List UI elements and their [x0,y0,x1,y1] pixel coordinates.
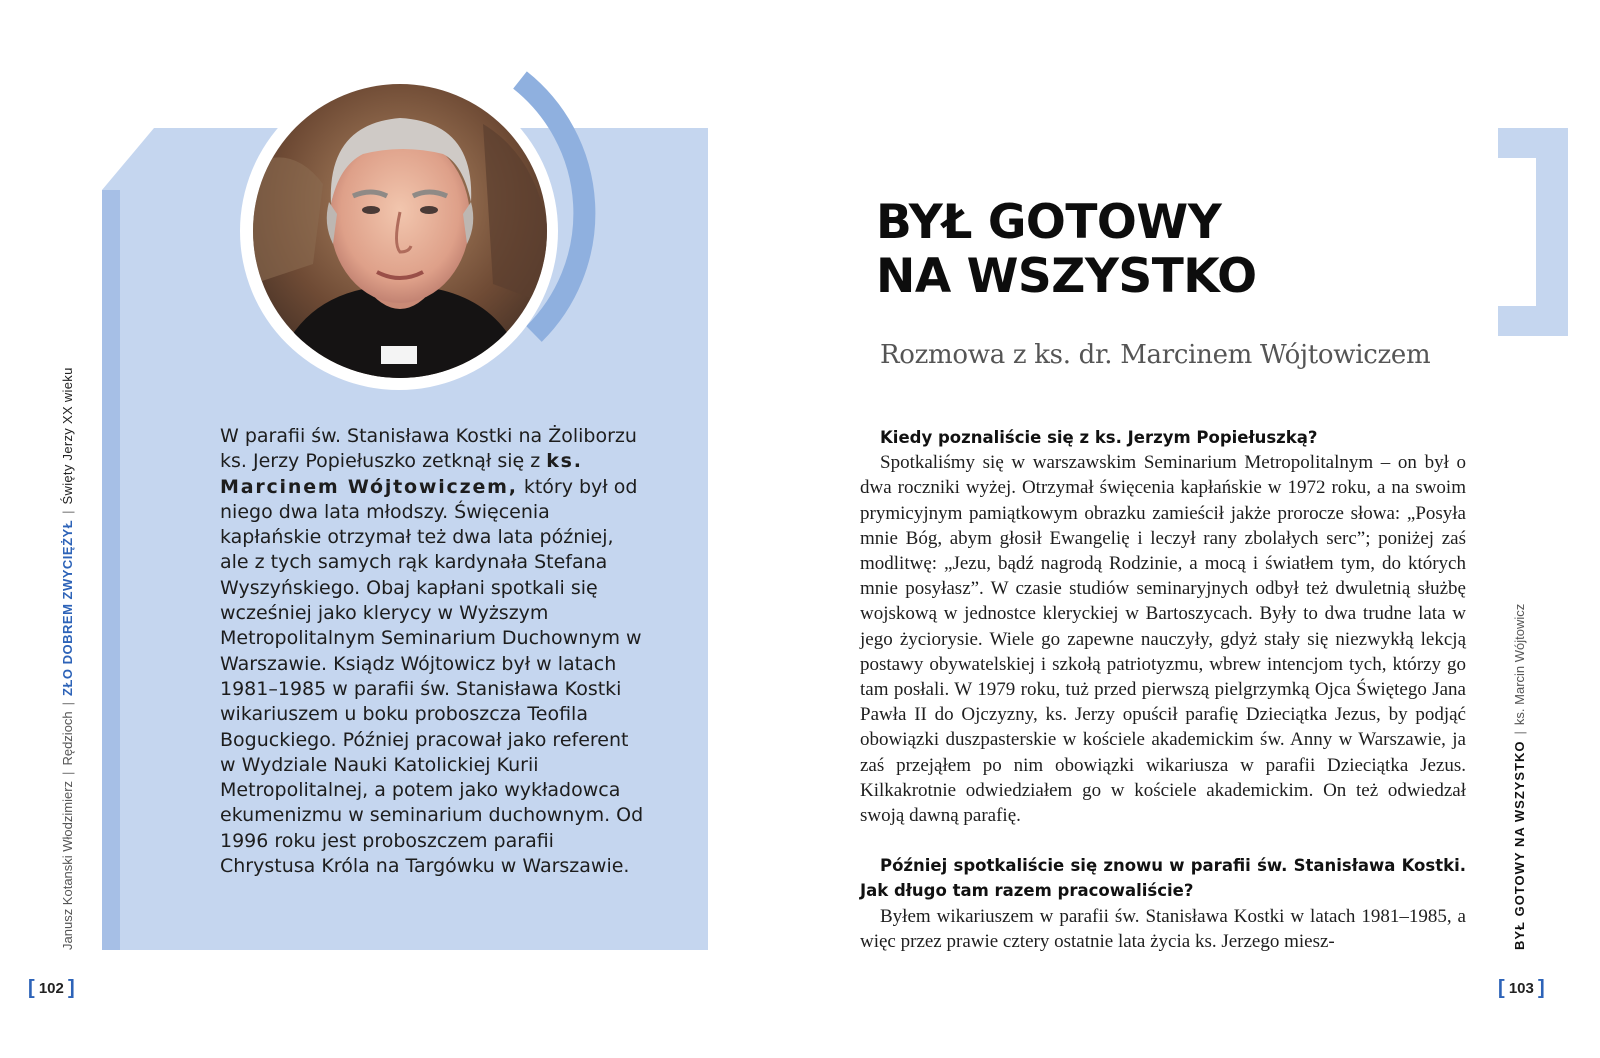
page-number-left [28,976,75,999]
running-header-author2: Rędzioch [60,711,75,766]
decorative-bracket [1498,128,1568,336]
answer-1: Spotkaliśmy się w warszawskim Seminarium Metropolitalnym – on był o dwa roczniki wyżej. Otrzymał święcenia kapłańskie w 1972 roku, a na swoim prymicyjnym pamiątkowym obrazku zamieścił jakże proroczе słowa: „Posyła mnie Bóg, abym głosił Ewangelię i leczył rany zbolałych serc”; poniżej zaś modlitwę: „Jezu, bądź nagrodą Rodzinie, a mocą i światłem tym, do których mnie posyłasz”. W czasie studiów seminaryjnych odbył też dwuletnią służbę wojskową w jednostce kleryckiej w Bartoszycach. Były to dwa trudne lata w jego życiorysie. Wiele go zapewne nauczyły, gdyż stały się niezwykłą lekcją postawy obywatelskiej i szkołą patriotyzmu, wbrew intencjom tych, którzy go tam posłali. W 1979 roku, tuż przed pierwszą pielgrzymką Ojca Świętego Jana Pawła II do Ojczyzny, ks. Jerzy opuścił parafię Dzieciątka Jezus, by podjąć obowiązki duszpasterskie w kościele akademickim św. Anny w Warszawie, ja zaś przejąłem po nim obowiązki wikariusza w parafii Dzieciątka Jezus. Kilkakrotnie odwiedziałem go w kościele akademickim. On też odwiedzał swoją dawną parafię. [860,452,1466,827]
page-number-right-value: 103 [1508,980,1534,997]
article-headline [876,196,1436,304]
intro-text-before: W parafii św. Stanisława Kostki na Żoliborzu ks. Jerzy Popiełuszko zetknął się z [220,425,637,473]
running-header-sep-2: | [60,701,75,706]
running-header-right [1512,604,1527,950]
priest-portrait [253,84,547,378]
page-number-right [1498,976,1545,999]
running-header-right-title: BYŁ GOTOWY NA WSZYSTKO [1512,740,1527,950]
running-header-right-person: ks. Marcin Wójtowicz [1512,603,1527,726]
running-header-sep-1: | [60,771,75,775]
running-header-right-sep: | [1512,731,1527,735]
page-number-bracket-open: [ [28,977,35,999]
headline-line-2: NA WSZYSTKO [876,249,1257,304]
portrait-illustration [253,84,547,378]
intro-text-after: który był od niego dwa lata młodszy. Święcenia kapłańskie otrzymał też dwa lata później, ale z tych samych rąk kardynała Stefana Wyszyńskiego. Obaj kapłani spotkali się wcześniej jako klerycy w Wyższym Metropolitalnym Seminarium Duchownym w Warszawie. Ksiądz Wójtowicz był w latach 1981–1985 w parafii św. Stanisława Kostki wikariuszem u boku proboszcza Teofila Boguckiego. Później pracował jako referent w Wydziale Nauki Katolickiej Kurii Metropolitalnej, a potem jako wykładowca ekumenizmu w seminarium duchownym. Od 1996 roku jest proboszczem parafii Chrystusa Króla na Targówku w Warszawie. [220,475,644,878]
answer-2: Byłem wikariuszem w parafii św. Stanisława Kostki w latach 1981–1985, a więc przez prawie cztery ostatnie lata życia ks. Jerzego miesz- [860,905,1466,952]
left-panel-edge [102,190,120,950]
headline-line-1: BYŁ GOTOWY [876,195,1222,250]
page-number-right-bracket-open: [ [1498,977,1505,999]
running-header-sep-3: | [60,510,75,514]
running-header-section: ZŁO DOBREM ZWYCIĘŻYŁ [60,519,75,696]
page-number-bracket-close: ] [68,977,75,999]
page-number-left-value: 102 [38,980,64,997]
intro-paragraph [200,424,646,879]
running-header-authors: Janusz Kotanski Włodzimierz [60,780,75,950]
question-1: Kiedy poznaliście się z ks. Jerzym Popiełuszką? [880,428,1318,447]
article-body [860,425,1466,954]
intro-name: ks. Marcinem Wójtowiczem, [220,450,583,498]
page-number-right-bracket-close: ] [1538,977,1545,999]
running-header-book: Święty Jerzy XX wieku [60,367,75,505]
question-2: Później spotkaliście się znowu w parafii św. Stanisława Kostki. Jak długo tam razem pracowaliście? [860,856,1466,901]
running-header-left [60,367,75,950]
article-subtitle: Rozmowa z ks. dr. Marcinem Wójtowiczem [880,340,1431,370]
